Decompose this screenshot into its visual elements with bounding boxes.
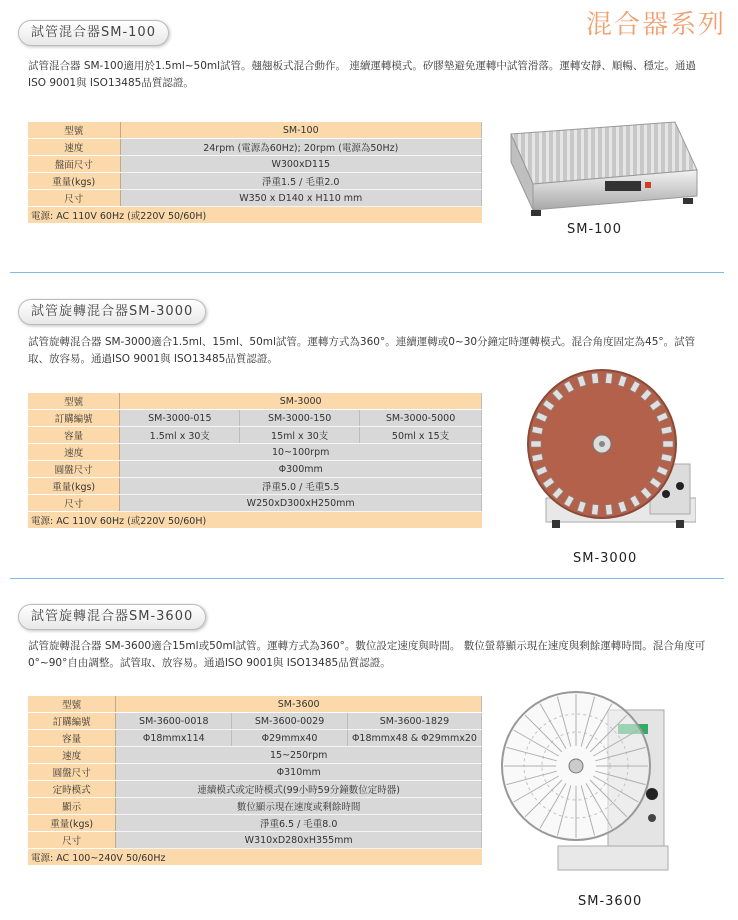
spec-value: W300xD115 bbox=[120, 156, 482, 173]
order-code: SM-3600-0018 bbox=[116, 713, 232, 730]
spec-label: 圓盤尺寸 bbox=[28, 461, 120, 478]
table-row bbox=[28, 849, 482, 866]
section-description: 試管旋轉混合器 SM-3600適合15ml或50ml試管。運轉方式為360°。數位設定速度與時間。 數位螢幕顯示現在速度與剩餘運轉時間。混合角度可0°~90°自由調整。試管取、放容易。通過ISO 9001與 ISO13485品質認證。 bbox=[28, 640, 706, 669]
order-code: SM-3600-0029 bbox=[232, 713, 348, 730]
spec-value: 連續模式或定時模式(99小時59分鐘數位定時器) bbox=[116, 781, 482, 798]
spec-value: Φ310mm bbox=[116, 764, 482, 781]
spec-value: 24rpm (電源為60Hz); 20rpm (電源為50Hz) bbox=[120, 139, 482, 156]
spec-value: SM-3600 bbox=[116, 696, 482, 713]
spec-label: 速度 bbox=[28, 444, 120, 461]
power-spec: 電源: AC 110V 60Hz (或220V 50/60H) bbox=[28, 512, 482, 529]
spec-label: 訂購編號 bbox=[28, 410, 120, 427]
spec-label: 容量 bbox=[28, 730, 116, 747]
model-label: SM-3600 bbox=[578, 894, 643, 909]
model-label: SM-100 bbox=[567, 222, 622, 237]
spec-value: 淨重6.5 / 毛重8.0 bbox=[116, 815, 482, 832]
spec-label: 速度 bbox=[28, 747, 116, 764]
capacity-value: Φ29mmx40 bbox=[232, 730, 348, 747]
sm3600-product-image bbox=[498, 670, 698, 882]
spec-label: 尺寸 bbox=[28, 832, 116, 849]
spec-value: 數位顯示現在速度或剩餘時間 bbox=[116, 798, 482, 815]
spec-label: 圓盤尺寸 bbox=[28, 764, 116, 781]
spec-label: 速度 bbox=[28, 139, 120, 156]
section-description: 試管旋轉混合器 SM-3000適合1.5ml、15ml、50ml試管。運轉方式為360°。連續運轉或0~30分鐘定時運轉模式。混合角度固定為45°。試管取、放容易。通過ISO 9001與 ISO13485品質認證。 bbox=[28, 336, 696, 365]
capacity-value: 15ml x 30支 bbox=[240, 427, 360, 444]
spec-value: 15~250rpm bbox=[116, 747, 482, 764]
table-row bbox=[28, 798, 482, 815]
table-row bbox=[28, 764, 482, 781]
table-row bbox=[28, 781, 482, 798]
table-row bbox=[28, 815, 482, 832]
spec-label: 訂購編號 bbox=[28, 713, 116, 730]
power-spec: 電源: AC 100~240V 50/60Hz bbox=[28, 849, 482, 866]
capacity-value: 50ml x 15支 bbox=[360, 427, 482, 444]
spec-table bbox=[28, 696, 482, 865]
order-code: SM-3000-5000 bbox=[360, 410, 482, 427]
table-row bbox=[28, 747, 482, 764]
spec-label: 重量(kgs) bbox=[28, 478, 120, 495]
spec-label: 尺寸 bbox=[28, 190, 120, 207]
section-title: 試管混合器SM-100 bbox=[18, 20, 169, 46]
series-title: 混合器系列 bbox=[585, 10, 726, 40]
table-row bbox=[28, 696, 482, 713]
order-code: SM-3000-150 bbox=[240, 410, 360, 427]
section-description: 試管混合器 SM-100適用於1.5ml~50ml試管。翹翹板式混合動作。 連續運轉模式。矽膠墊避免運轉中試管滑落。運轉安靜、順暢、穩定。通過ISO 9001與 ISO13485品質認證。 bbox=[28, 60, 696, 89]
power-spec: 電源: AC 110V 60Hz (或220V 50/60H) bbox=[28, 207, 482, 224]
spec-value: 淨重5.0 / 毛重5.5 bbox=[120, 478, 482, 495]
spec-value: W310xD280xH355mm bbox=[116, 832, 482, 849]
order-code: SM-3600-1829 bbox=[347, 713, 481, 730]
spec-value: 淨重1.5 / 毛重2.0 bbox=[120, 173, 482, 190]
spec-value: 10~100rpm bbox=[120, 444, 482, 461]
order-code: SM-3000-015 bbox=[120, 410, 240, 427]
spec-label: 盤面尺寸 bbox=[28, 156, 120, 173]
spec-label: 型號 bbox=[28, 122, 120, 139]
spec-label: 型號 bbox=[28, 393, 120, 410]
spec-value: W250xD300xH250mm bbox=[120, 495, 482, 512]
spec-label: 容量 bbox=[28, 427, 120, 444]
capacity-value: Φ18mmx114 bbox=[116, 730, 232, 747]
spec-value: SM-100 bbox=[120, 122, 482, 139]
capacity-value: 1.5ml x 30支 bbox=[120, 427, 240, 444]
table-row bbox=[28, 713, 482, 730]
spec-label: 尺寸 bbox=[28, 495, 120, 512]
table-row bbox=[28, 730, 482, 747]
spec-value: W350 x D140 x H110 mm bbox=[120, 190, 482, 207]
spec-value: SM-3000 bbox=[120, 393, 482, 410]
spec-label: 型號 bbox=[28, 696, 116, 713]
spec-value: Φ300mm bbox=[120, 461, 482, 478]
spec-label: 定時模式 bbox=[28, 781, 116, 798]
spec-label: 重量(kgs) bbox=[28, 173, 120, 190]
spec-label: 重量(kgs) bbox=[28, 815, 116, 832]
section-title: 試管旋轉混合器SM-3600 bbox=[18, 604, 206, 630]
table-row bbox=[28, 832, 482, 849]
model-label: SM-3000 bbox=[573, 551, 638, 566]
capacity-value: Φ18mmx48 & Φ29mmx20 bbox=[347, 730, 481, 747]
section-title: 試管旋轉混合器SM-3000 bbox=[18, 299, 206, 325]
spec-label: 顯示 bbox=[28, 798, 116, 815]
